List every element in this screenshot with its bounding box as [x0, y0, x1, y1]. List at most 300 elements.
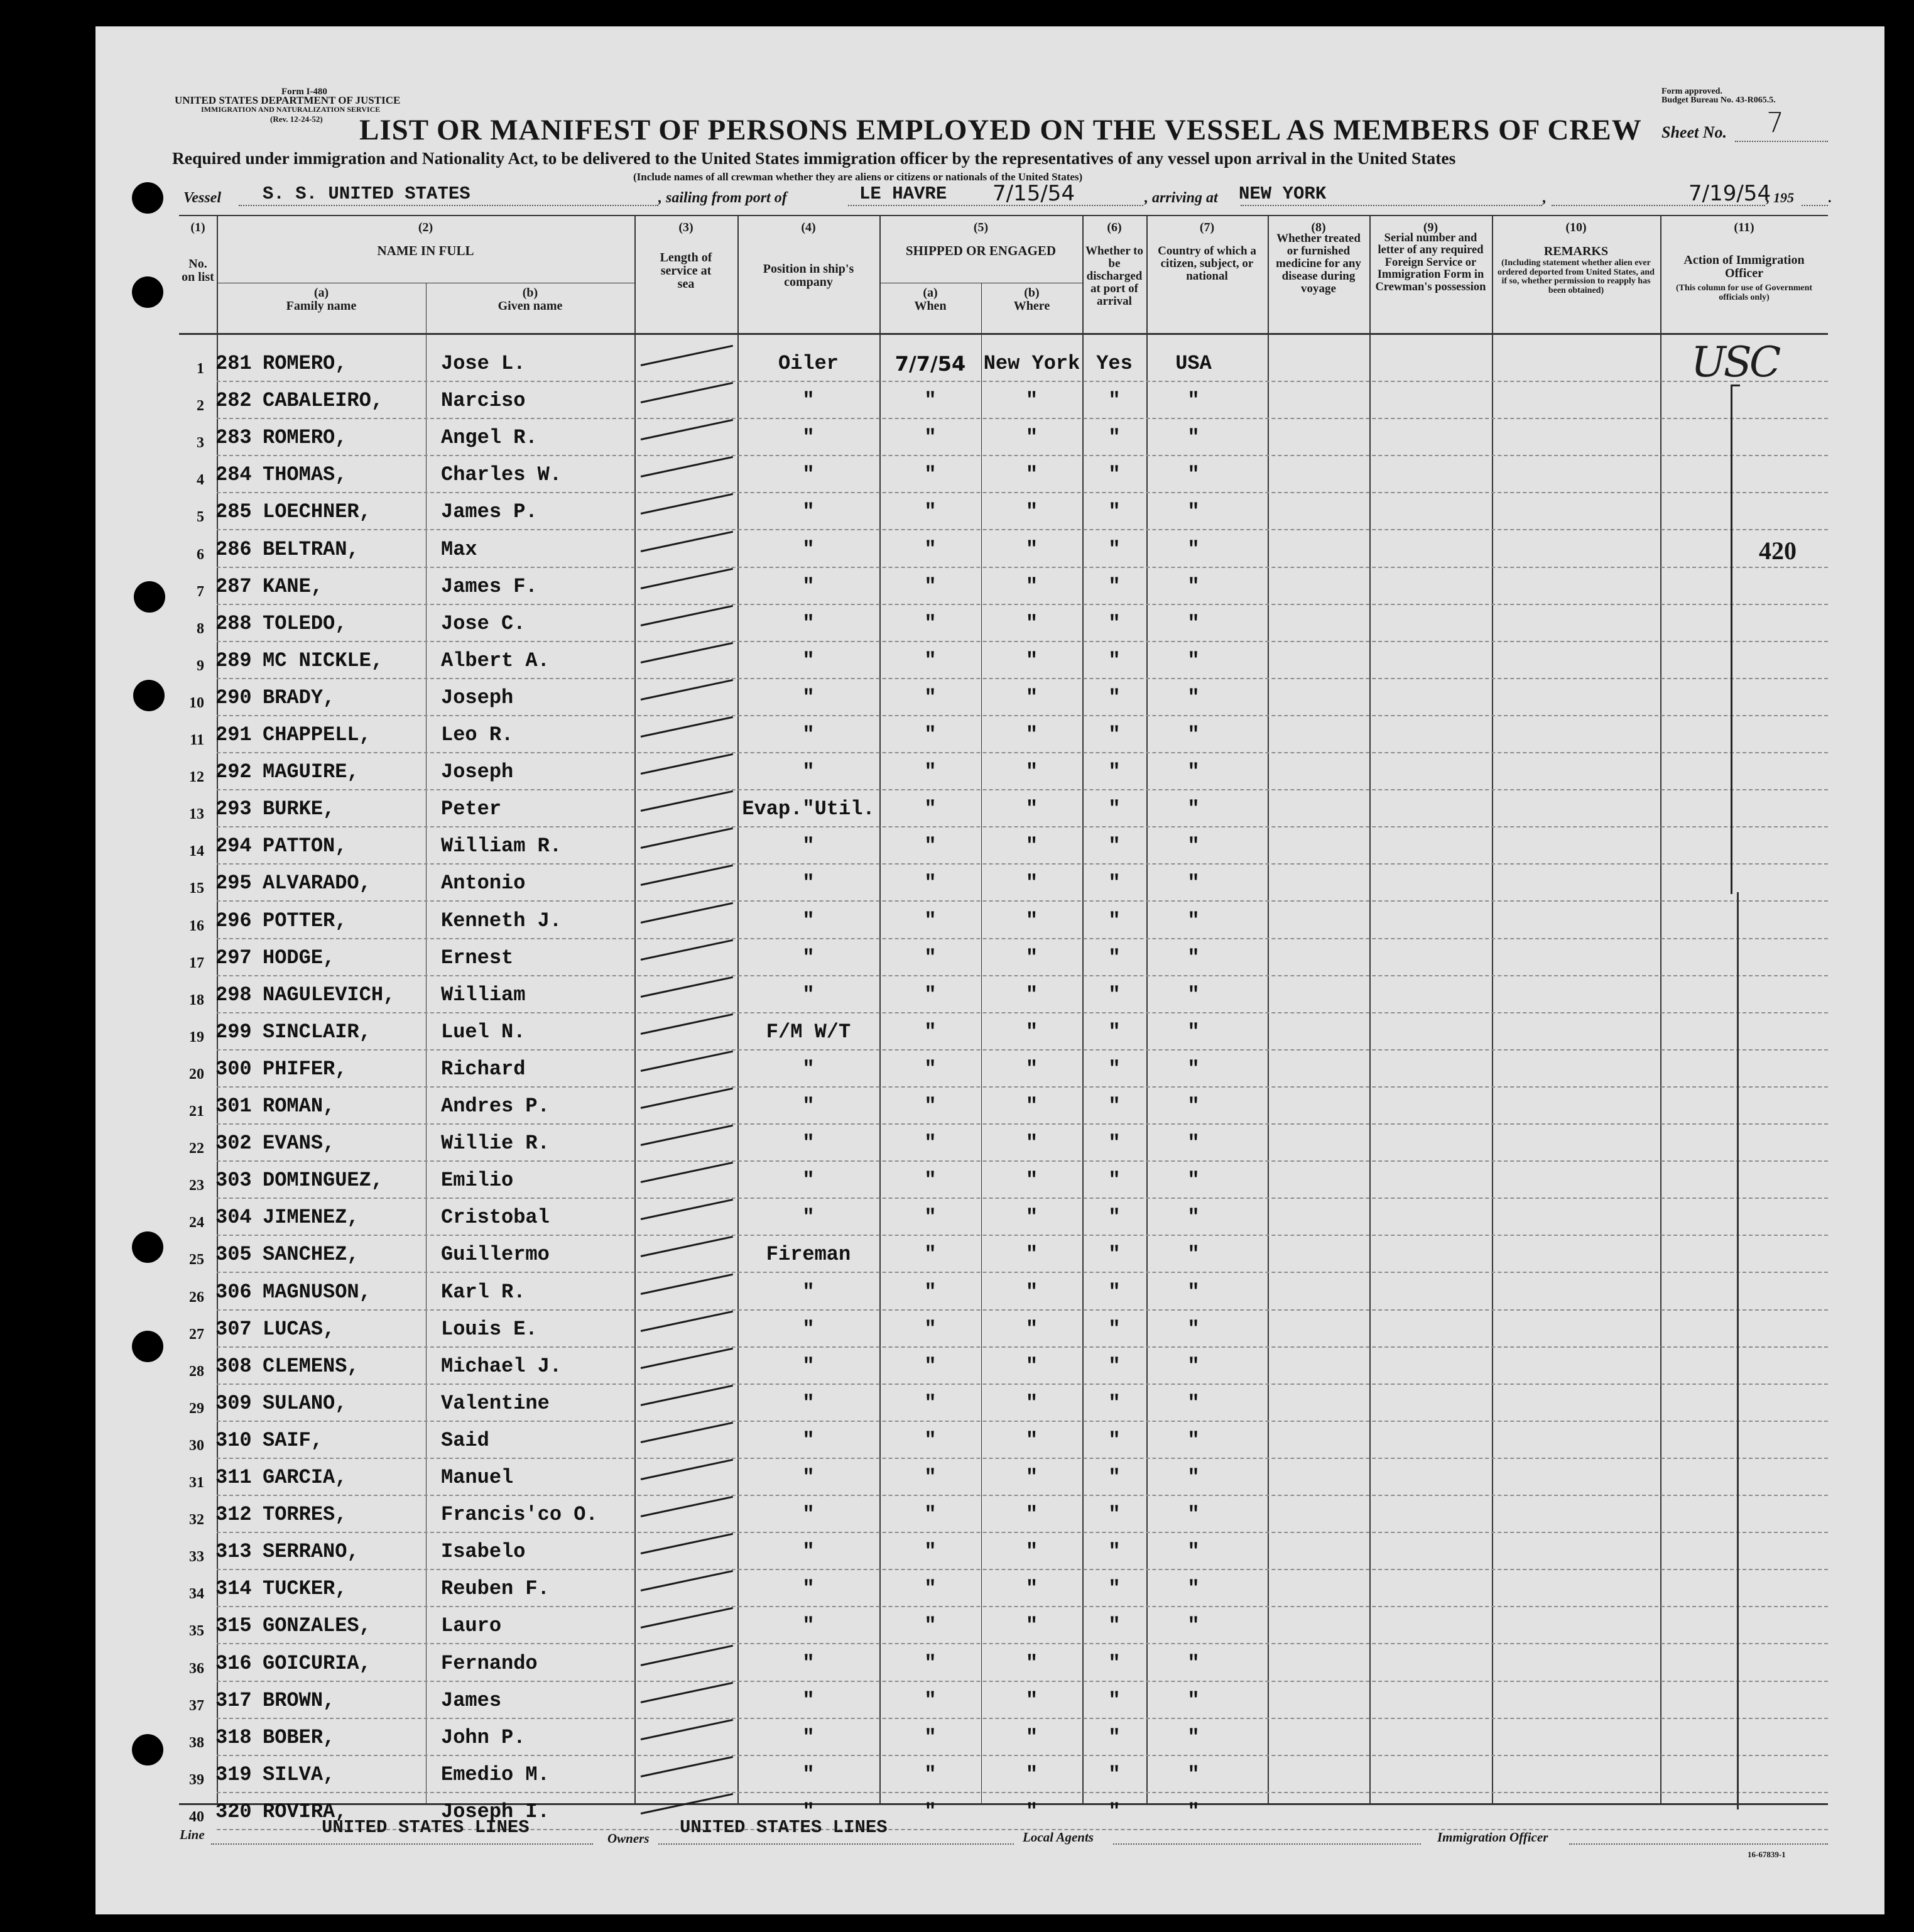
shipped-where-cell: "	[1025, 834, 1038, 858]
position-cell: "	[802, 871, 815, 895]
family-name-cell: HODGE,	[263, 946, 335, 969]
shipped-where-cell: "	[1025, 1428, 1038, 1452]
shipped-when-cell: 7/7/54	[894, 352, 966, 376]
shipped-when-cell: "	[924, 1428, 937, 1452]
row-rule	[217, 1643, 1828, 1644]
country-cell: "	[1187, 500, 1200, 524]
shipped-where-cell: "	[1025, 760, 1038, 784]
row-rule	[217, 1718, 1828, 1719]
row-entry-number: 311	[215, 1466, 252, 1489]
position-cell: "	[802, 1317, 815, 1341]
country-cell: "	[1187, 723, 1200, 746]
shipped-where-cell: "	[1025, 1725, 1038, 1749]
col3-number: (3)	[678, 221, 693, 234]
row-rule	[217, 789, 1828, 790]
given-name-cell: Fernando	[441, 1651, 538, 1675]
family-name-cell: BELTRAN,	[263, 537, 359, 561]
position-cell: "	[802, 1057, 815, 1081]
shipped-where-cell: "	[1025, 389, 1038, 413]
discharged-cell: "	[1108, 1057, 1121, 1081]
row-rule	[217, 1755, 1828, 1756]
col5-header: SHIPPED OR ENGAGED	[905, 243, 1057, 258]
owners-blank	[658, 1843, 1014, 1845]
row-rule	[217, 418, 1828, 419]
row-entry-number: 304	[215, 1206, 252, 1230]
country-cell: "	[1187, 426, 1200, 450]
include-note: (Include names of all crewman whether they are aliens or citizens or nationals of the United States)	[633, 171, 1083, 183]
shipped-when-cell: "	[924, 1651, 937, 1675]
shipped-where-cell: "	[1025, 1206, 1038, 1230]
col7-number: (7)	[1199, 221, 1215, 234]
row-rule	[217, 641, 1828, 642]
country-cell: USA	[1175, 352, 1212, 375]
row-number: 11	[190, 732, 204, 748]
row-entry-number: 283	[215, 426, 252, 450]
year-blank	[1802, 205, 1828, 206]
position-cell: "	[802, 1799, 815, 1823]
country-cell: "	[1187, 1354, 1200, 1378]
position-cell: "	[802, 1762, 815, 1786]
given-name-cell: Isabelo	[441, 1540, 526, 1564]
sheet-number: 7	[1766, 107, 1784, 139]
shipped-where-cell: "	[1025, 685, 1038, 709]
family-name-cell: GARCIA,	[263, 1466, 347, 1489]
row-number: 31	[189, 1475, 204, 1491]
given-name-cell: William	[441, 983, 526, 1007]
row-rule	[217, 752, 1828, 753]
shipped-where-cell: "	[1025, 1503, 1038, 1527]
col6-number: (6)	[1107, 221, 1122, 234]
discharged-cell: "	[1108, 389, 1121, 413]
family-name-cell: SINCLAIR,	[263, 1020, 371, 1044]
shipped-when-cell: "	[924, 1614, 937, 1638]
row-entry-number: 318	[215, 1725, 252, 1749]
country-cell: "	[1187, 685, 1200, 709]
row-number: 18	[189, 991, 204, 1008]
row-entry-number: 320	[215, 1799, 252, 1823]
country-cell: "	[1187, 537, 1200, 561]
row-entry-number: 282	[215, 389, 252, 413]
country-cell: "	[1187, 797, 1200, 821]
row-rule	[217, 1792, 1828, 1793]
bracket-tail-mark	[1737, 892, 1739, 1809]
line-blank	[211, 1843, 593, 1845]
country-cell: "	[1187, 1614, 1200, 1638]
discharged-cell: Yes	[1096, 352, 1133, 375]
discharged-cell: "	[1108, 760, 1121, 784]
country-cell: "	[1187, 983, 1200, 1007]
shipped-where-cell: "	[1025, 1799, 1038, 1823]
local-agents-label: Local Agents	[1023, 1830, 1094, 1845]
country-cell: "	[1187, 648, 1200, 672]
row-rule	[217, 1160, 1828, 1162]
inspection-stamp: USC	[1691, 338, 1779, 386]
row-rule	[217, 678, 1828, 679]
discharged-cell: "	[1108, 648, 1121, 672]
shipped-when-cell: "	[924, 1503, 937, 1527]
given-name-cell: Leo R.	[441, 723, 514, 746]
country-cell: "	[1187, 611, 1200, 635]
sheet-label: Sheet No.	[1661, 123, 1727, 141]
position-cell: Evap."Util.	[742, 797, 875, 821]
shipped-when-cell: "	[924, 1020, 937, 1044]
shipped-when-cell: "	[924, 1762, 937, 1786]
row-entry-number: 302	[215, 1132, 252, 1155]
row-number: 9	[197, 657, 204, 674]
row-number: 15	[189, 880, 204, 897]
country-cell: "	[1187, 1428, 1200, 1452]
discharged-cell: "	[1108, 611, 1121, 635]
row-rule	[217, 1123, 1828, 1125]
row-entry-number: 288	[215, 611, 252, 635]
row-rule	[217, 455, 1828, 456]
row-rule	[217, 1384, 1828, 1385]
family-name-cell: CABALEIRO,	[263, 389, 384, 413]
row-number: 6	[197, 546, 204, 563]
row-rule	[217, 1309, 1828, 1311]
family-name-cell: BROWN,	[263, 1688, 335, 1712]
row-entry-number: 300	[215, 1057, 252, 1081]
shipped-when-cell: "	[924, 463, 937, 487]
family-name-cell: SULANO,	[263, 1391, 347, 1415]
row-rule	[217, 1235, 1828, 1236]
given-name-cell: William R.	[441, 834, 562, 858]
row-rule	[217, 1606, 1828, 1607]
col9-number: (9)	[1423, 221, 1438, 234]
row-rule	[217, 1198, 1828, 1199]
table-top-border	[179, 215, 1828, 216]
country-cell: "	[1187, 1540, 1200, 1564]
country-cell: "	[1187, 574, 1200, 598]
position-cell: F/M W/T	[766, 1020, 851, 1044]
row-rule	[217, 1272, 1828, 1273]
arriving-label: , arriving at	[1145, 190, 1218, 206]
country-cell: "	[1187, 1317, 1200, 1341]
shipped-when-cell: "	[924, 946, 937, 969]
col10-header: REMARKS	[1543, 244, 1609, 258]
given-name-cell: Peter	[441, 797, 502, 821]
family-name-cell: ROVIRA,	[263, 1799, 347, 1823]
position-cell: "	[802, 946, 815, 969]
row-number: 22	[189, 1140, 204, 1157]
punch-hole	[133, 680, 165, 711]
discharged-cell: "	[1108, 537, 1121, 561]
shipped-when-cell: "	[924, 1169, 937, 1192]
row-entry-number: 281	[215, 352, 252, 375]
immigration-officer-label: Immigration Officer	[1437, 1830, 1548, 1845]
departure-port: LE HAVRE	[859, 183, 947, 204]
given-name-cell: Jose L.	[441, 352, 526, 375]
position-cell: Oiler	[778, 352, 839, 375]
row-number: 28	[189, 1363, 204, 1380]
col5-number: (5)	[973, 221, 989, 234]
country-cell: "	[1187, 1762, 1200, 1786]
col-divider	[879, 215, 881, 1803]
given-name-cell: Narciso	[441, 389, 526, 413]
family-name-cell: DOMINGUEZ,	[263, 1169, 384, 1192]
row-rule	[217, 715, 1828, 716]
row-rule	[217, 1086, 1828, 1088]
family-name-cell: PHIFER,	[263, 1057, 347, 1081]
row-entry-number: 293	[215, 797, 252, 821]
col3-header: Length of service at sea	[660, 251, 712, 291]
country-cell: "	[1187, 1466, 1200, 1489]
owners-value: UNITED STATES LINES	[680, 1817, 888, 1838]
col1-number: (1)	[190, 221, 205, 234]
family-name-cell: SAIF,	[263, 1428, 324, 1452]
punch-hole	[134, 581, 165, 613]
row-number: 10	[189, 694, 204, 711]
shipped-when-cell: "	[924, 574, 937, 598]
row-number: 8	[197, 620, 204, 637]
col-divider	[1660, 215, 1661, 1803]
arrival-port: NEW YORK	[1239, 183, 1327, 204]
row-number: 19	[189, 1029, 204, 1045]
given-name-cell: Emilio	[441, 1169, 514, 1192]
row-entry-number: 312	[215, 1503, 252, 1527]
row-number: 16	[189, 917, 204, 934]
discharged-cell: "	[1108, 1725, 1121, 1749]
col6-header: Whether to be discharged at port of arrival	[1085, 244, 1143, 308]
given-name-cell: Jose C.	[441, 611, 526, 635]
family-name-cell: ROMERO,	[263, 352, 347, 375]
discharged-cell: "	[1108, 574, 1121, 598]
shipped-where-cell: "	[1025, 871, 1038, 895]
shipped-where-cell: "	[1025, 1317, 1038, 1341]
col-divider	[1082, 215, 1084, 1803]
position-cell: "	[802, 723, 815, 746]
country-cell: "	[1187, 1651, 1200, 1675]
row-number: 33	[189, 1549, 204, 1566]
shipped-where-cell: "	[1025, 983, 1038, 1007]
row-entry-number: 291	[215, 723, 252, 746]
country-cell: "	[1187, 760, 1200, 784]
row-rule	[217, 1421, 1828, 1422]
position-cell: "	[802, 1466, 815, 1489]
country-cell: "	[1187, 1057, 1200, 1081]
shipped-when-cell: "	[924, 797, 937, 821]
country-cell: "	[1187, 1020, 1200, 1044]
punch-hole	[132, 276, 163, 308]
row-entry-number: 292	[215, 760, 252, 784]
position-cell: "	[802, 760, 815, 784]
row-number: 2	[197, 398, 204, 415]
given-name-cell: Joseph I.	[441, 1799, 550, 1823]
row-number: 12	[189, 769, 204, 786]
row-number: 20	[189, 1066, 204, 1083]
position-cell: "	[802, 1206, 815, 1230]
col11-note: (This column for use of Government officials only)	[1675, 283, 1813, 302]
position-cell: "	[802, 648, 815, 672]
discharged-cell: "	[1108, 1614, 1121, 1638]
position-cell: "	[802, 1577, 815, 1601]
row-number: 13	[189, 806, 204, 823]
shipped-when-cell: "	[924, 1577, 937, 1601]
position-cell: "	[802, 1614, 815, 1638]
given-name-cell: Angel R.	[441, 426, 538, 450]
given-name-cell: Francis'co O.	[441, 1503, 598, 1527]
vessel-blank	[239, 205, 658, 206]
shipped-when-cell: "	[924, 1132, 937, 1155]
shipped-when-cell: "	[924, 723, 937, 746]
shipped-when-cell: "	[924, 1206, 937, 1230]
discharged-cell: "	[1108, 1280, 1121, 1304]
shipped-where-cell: "	[1025, 1651, 1038, 1675]
col8-number: (8)	[1311, 221, 1326, 234]
row-rule	[217, 492, 1828, 493]
given-name-cell: John P.	[441, 1725, 526, 1749]
row-number: 3	[197, 435, 204, 452]
shipped-when-cell: "	[924, 1725, 937, 1749]
position-cell: "	[802, 909, 815, 932]
family-name-cell: TOLEDO,	[263, 611, 347, 635]
shipped-where-cell: "	[1025, 946, 1038, 969]
approval-line: Form approved.	[1661, 87, 1722, 96]
position-cell: "	[802, 1391, 815, 1415]
row-number: 1	[197, 361, 204, 377]
discharged-cell: "	[1108, 797, 1121, 821]
discharged-cell: "	[1108, 685, 1121, 709]
given-name-cell: Michael J.	[441, 1354, 562, 1378]
family-name-cell: BURKE,	[263, 797, 335, 821]
row-entry-number: 301	[215, 1094, 252, 1118]
family-name-cell: GOICURIA,	[263, 1651, 371, 1675]
given-name-cell: Luel N.	[441, 1020, 526, 1044]
position-cell: "	[802, 537, 815, 561]
shipped-when-cell: "	[924, 834, 937, 858]
shipped-where-cell: "	[1025, 1169, 1038, 1192]
given-name-cell: Reuben F.	[441, 1577, 550, 1601]
page-subtitle: Required under immigration and Nationality Act, to be delivered to the United States immigration officer by the representatives of any vessel upon arrival in the United States	[172, 148, 1456, 168]
country-cell: "	[1187, 909, 1200, 932]
budget-bureau-number: Budget Bureau No. 43-R065.5.	[1661, 96, 1776, 105]
position-cell: "	[802, 1428, 815, 1452]
row-entry-number: 285	[215, 500, 252, 524]
position-cell: "	[802, 1688, 815, 1712]
row-entry-number: 315	[215, 1614, 252, 1638]
shipped-where-cell: "	[1025, 1354, 1038, 1378]
family-name-cell: SILVA,	[263, 1762, 335, 1786]
bracket-mark	[1731, 385, 1740, 894]
row-entry-number: 313	[215, 1540, 252, 1564]
country-cell: "	[1187, 389, 1200, 413]
shipped-where-cell: "	[1025, 1280, 1038, 1304]
row-number: 27	[189, 1326, 204, 1343]
row-entry-number: 287	[215, 574, 252, 598]
discharged-cell: "	[1108, 463, 1121, 487]
col11-header: Action of Immigration Officer	[1683, 253, 1805, 280]
line-label: Line	[180, 1827, 205, 1842]
country-cell: "	[1187, 1503, 1200, 1527]
row-rule	[217, 1495, 1828, 1496]
family-name-cell: TORRES,	[263, 1503, 347, 1527]
col-divider	[217, 215, 218, 1803]
shipped-where-cell: "	[1025, 1688, 1038, 1712]
owners-label: Owners	[607, 1831, 650, 1846]
discharged-cell: "	[1108, 1132, 1121, 1155]
shipped-when-cell: "	[924, 1317, 937, 1341]
country-cell: "	[1187, 1132, 1200, 1155]
family-name-cell: CLEMENS,	[263, 1354, 359, 1378]
position-cell: "	[802, 574, 815, 598]
family-name-cell: PATTON,	[263, 834, 347, 858]
row-rule	[217, 604, 1828, 605]
row-rule	[217, 900, 1828, 902]
shipped-where-cell: "	[1025, 463, 1038, 487]
shipped-where-cell: "	[1025, 1132, 1038, 1155]
country-cell: "	[1187, 1725, 1200, 1749]
position-cell: "	[802, 1725, 815, 1749]
row-rule	[217, 975, 1828, 976]
given-name-cell: Kenneth J.	[441, 909, 562, 932]
country-cell: "	[1187, 1169, 1200, 1192]
form-number: Form I-480	[281, 87, 327, 97]
row-rule	[217, 826, 1828, 827]
shipped-when-cell: "	[924, 909, 937, 932]
row-entry-number: 290	[215, 685, 252, 709]
col4-header: Position in ship's company	[763, 262, 854, 289]
discharged-cell: "	[1108, 1169, 1121, 1192]
country-cell: "	[1187, 1391, 1200, 1415]
position-cell: "	[802, 1651, 815, 1675]
discharged-cell: "	[1108, 1391, 1121, 1415]
shipped-where-cell: "	[1025, 648, 1038, 672]
position-cell: "	[802, 1280, 815, 1304]
family-name-cell: SERRANO,	[263, 1540, 359, 1564]
row-entry-number: 286	[215, 537, 252, 561]
given-name-cell: Albert A.	[441, 648, 550, 672]
row-rule	[217, 1049, 1828, 1051]
row-entry-number: 309	[215, 1391, 252, 1415]
family-name-cell: ALVARADO,	[263, 871, 371, 895]
given-name-cell: Max	[441, 537, 477, 561]
family-name-cell: BOBER,	[263, 1725, 335, 1749]
country-cell: "	[1187, 463, 1200, 487]
country-cell: "	[1187, 1799, 1200, 1823]
discharged-cell: "	[1108, 1243, 1121, 1267]
row-number: 17	[189, 954, 204, 971]
shipped-when-cell: "	[924, 1799, 937, 1823]
row-entry-number: 294	[215, 834, 252, 858]
year-prefix: , 195	[1766, 190, 1794, 205]
department-name: UNITED STATES DEPARTMENT OF JUSTICE	[175, 94, 401, 106]
shipped-where-cell: "	[1025, 574, 1038, 598]
discharged-cell: "	[1108, 1577, 1121, 1601]
arrival-date: 7/19/54	[1688, 181, 1771, 206]
discharged-cell: "	[1108, 871, 1121, 895]
shipped-when-cell: "	[924, 648, 937, 672]
shipped-where-cell: "	[1025, 909, 1038, 932]
sheet-blank	[1735, 141, 1828, 142]
row-rule	[217, 567, 1828, 568]
row-number: 38	[189, 1734, 204, 1751]
family-name-cell: MAGNUSON,	[263, 1280, 371, 1304]
col2a-header: (a) Family name	[286, 286, 357, 313]
given-name-cell: Antonio	[441, 871, 526, 895]
position-cell: "	[802, 463, 815, 487]
row-number: 34	[189, 1586, 204, 1603]
row-number: 7	[197, 583, 204, 600]
row-number: 21	[189, 1103, 204, 1120]
given-name-cell: Guillermo	[441, 1243, 550, 1267]
row-rule	[217, 1681, 1828, 1682]
position-cell: "	[802, 426, 815, 450]
vessel-name: S. S. UNITED STATES	[263, 183, 470, 204]
position-cell: "	[802, 685, 815, 709]
discharged-cell: "	[1108, 723, 1121, 746]
row-entry-number: 308	[215, 1354, 252, 1378]
row-rule	[217, 1458, 1828, 1459]
